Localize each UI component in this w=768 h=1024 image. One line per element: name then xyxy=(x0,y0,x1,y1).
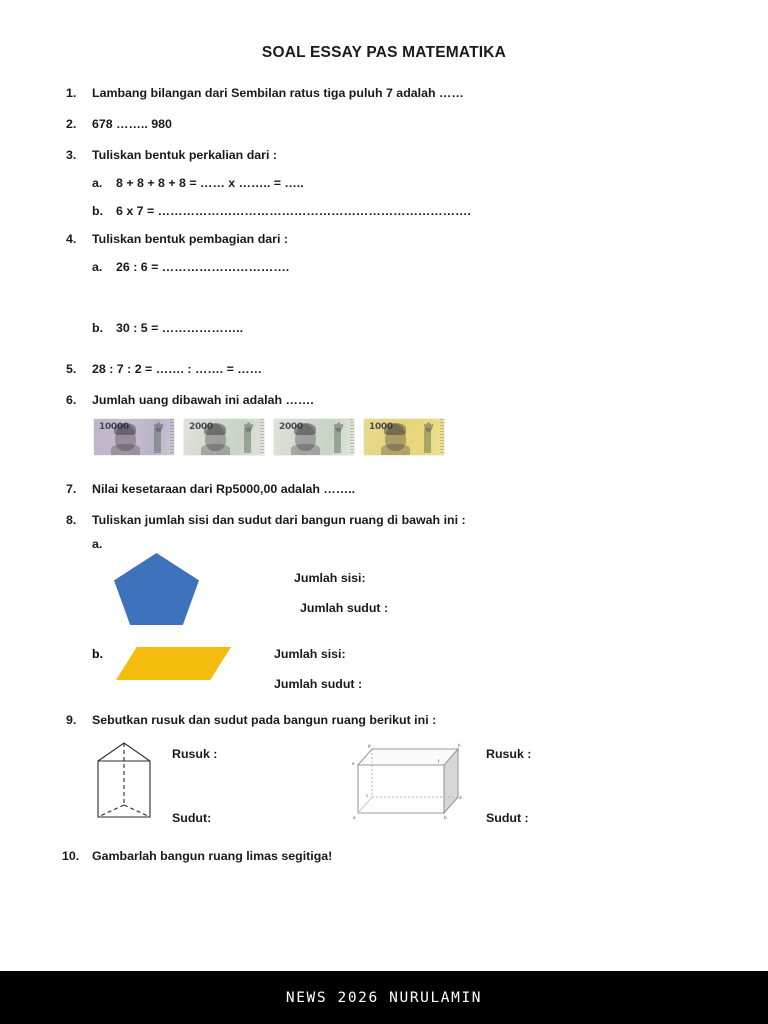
question-3-sub-b xyxy=(92,204,716,218)
jumlah-sisi-label: Jumlah sisi: xyxy=(294,571,366,585)
question-number: 8. xyxy=(66,513,77,527)
question-text: Jumlah uang dibawah ini adalah ……. xyxy=(92,393,314,407)
question-number: 10. xyxy=(62,849,80,863)
security-strip xyxy=(154,428,161,452)
spacer xyxy=(66,218,716,232)
jumlah-sudut-label: Jumlah sudut : xyxy=(300,601,389,615)
cuboid-vertex-g: g xyxy=(368,743,371,748)
security-strip xyxy=(424,428,431,452)
question-text: Lambang bilangan dari Sembilan ratus tiga puluh 7 adalah …… xyxy=(92,86,464,100)
note-edge xyxy=(440,419,444,455)
spacer xyxy=(66,100,716,117)
portrait-body xyxy=(381,444,410,455)
spacer xyxy=(66,162,716,176)
spacer xyxy=(66,825,716,849)
sub-letter: b. xyxy=(92,321,104,335)
question-number: 9. xyxy=(66,713,77,727)
rupiah-2000-note xyxy=(274,419,354,455)
question-4-sub-a xyxy=(92,260,716,274)
sudut-label: Sudut : xyxy=(486,811,529,825)
questions-body xyxy=(62,86,716,863)
security-strip xyxy=(334,428,341,452)
spacer xyxy=(66,496,716,513)
rusuk-label: Rusuk : xyxy=(486,747,532,761)
prism-answer-labels xyxy=(172,739,292,825)
question-item-6 xyxy=(66,393,716,407)
question-item-2 xyxy=(66,117,716,131)
portrait-body xyxy=(201,444,230,455)
spacer xyxy=(66,527,716,537)
spacer xyxy=(66,625,716,647)
spacer xyxy=(66,455,716,482)
sub-text: 26 : 6 = …………………………. xyxy=(116,260,290,274)
question-number: 1. xyxy=(66,86,77,100)
banknote-denomination: 1000 xyxy=(369,422,393,432)
sub-text: 8 + 8 + 8 + 8 = …… x …….. = ….. xyxy=(116,176,304,190)
question-text: Tuliskan bentuk pembagian dari : xyxy=(92,232,288,246)
banknote-denomination: 10000 xyxy=(99,422,129,432)
question-item-5 xyxy=(66,362,716,376)
triangular-prism-unit xyxy=(88,739,292,825)
question-text: Tuliskan jumlah sisi dan sudut dari bangun ruang di bawah ini : xyxy=(92,513,466,527)
cuboid-vertex-e: e xyxy=(352,761,355,766)
question-3-sub-a xyxy=(92,176,716,190)
spacer xyxy=(66,246,716,260)
banknote-group xyxy=(94,419,716,455)
question-text: 678 …….. 980 xyxy=(92,117,172,131)
pentagon-shape xyxy=(114,553,199,625)
rupiah-1000-note xyxy=(364,419,444,455)
question-text: Gambarlah bangun ruang limas segitiga! xyxy=(92,849,333,863)
question-item-3 xyxy=(66,148,716,162)
cuboid-figure xyxy=(344,739,464,825)
question-text: 28 : 7 : 2 = ……. : ……. = …… xyxy=(92,362,263,376)
question-text: Tuliskan bentuk perkalian dari : xyxy=(92,148,277,162)
question-4-sub-b xyxy=(92,321,716,335)
question-item-9 xyxy=(66,713,716,727)
cuboid-vertex-b: b xyxy=(444,815,447,820)
question-9-figures xyxy=(88,739,716,825)
pentagon-answer-labels xyxy=(294,553,388,615)
footer-bar xyxy=(0,971,768,1024)
question-number: 2. xyxy=(66,117,77,131)
cuboid-vertex-f: f xyxy=(438,759,440,764)
security-strip xyxy=(244,428,251,452)
triangular-prism-figure xyxy=(88,739,160,825)
question-item-10 xyxy=(62,849,716,863)
question-item-4 xyxy=(66,232,716,246)
question-8-shape-b xyxy=(92,647,716,691)
cuboid-vertex-a: a xyxy=(353,815,356,820)
sub-letter: b. xyxy=(92,204,104,218)
sudut-label: Sudut: xyxy=(172,811,212,825)
question-item-8 xyxy=(66,513,716,527)
jumlah-sudut-label: Jumlah sudut : xyxy=(274,677,363,691)
question-8-sub-a-letter xyxy=(92,537,716,551)
spacer xyxy=(66,274,716,321)
sub-letter: b. xyxy=(92,647,104,661)
question-number: 7. xyxy=(66,482,77,496)
question-number: 6. xyxy=(66,393,77,407)
spacer xyxy=(66,376,716,393)
banknote-denomination: 2000 xyxy=(279,422,303,432)
spacer xyxy=(66,190,716,204)
jumlah-sisi-label: Jumlah sisi: xyxy=(274,647,346,661)
sub-letter: a. xyxy=(92,537,103,551)
rusuk-label: Rusuk : xyxy=(172,747,218,761)
question-item-7 xyxy=(66,482,716,496)
question-number: 5. xyxy=(66,362,77,376)
sub-text: 6 x 7 = …………………………………………………………………. xyxy=(116,204,471,218)
note-edge xyxy=(350,419,354,455)
parallelogram-answer-labels xyxy=(274,647,362,691)
cuboid-answer-labels xyxy=(486,739,606,825)
question-number: 3. xyxy=(66,148,77,162)
cuboid-vertex-c: c xyxy=(366,793,369,798)
question-item-1 xyxy=(66,86,716,100)
portrait-body xyxy=(111,444,140,455)
cuboid-vertex-h: h xyxy=(458,743,461,748)
portrait-body xyxy=(291,444,320,455)
spacer xyxy=(66,335,716,362)
question-text: Nilai kesetaraan dari Rp5000,00 adalah …….. xyxy=(92,482,356,496)
note-edge xyxy=(170,419,174,455)
question-text: Sebutkan rusuk dan sudut pada bangun ruang berikut ini : xyxy=(92,713,437,727)
note-edge xyxy=(260,419,264,455)
sub-text: 30 : 5 = ……………….. xyxy=(116,321,244,335)
sub-letter: a. xyxy=(92,260,103,274)
cuboid-vertex-d: d xyxy=(459,795,462,800)
spacer xyxy=(66,691,716,713)
question-8-shape-a xyxy=(94,553,716,625)
page-title: SOAL ESSAY PAS MATEMATIKA xyxy=(261,44,507,61)
sub-letter: a. xyxy=(92,176,103,190)
question-number: 4. xyxy=(66,232,77,246)
cuboid-unit xyxy=(344,739,606,825)
parallelogram-shape xyxy=(116,647,231,680)
footer-text: NEWS 2026 NURULAMIN xyxy=(285,989,483,1006)
rupiah-10000-note xyxy=(94,419,174,455)
rupiah-2000-note xyxy=(184,419,264,455)
spacer xyxy=(66,131,716,148)
banknote-denomination: 2000 xyxy=(189,422,213,432)
